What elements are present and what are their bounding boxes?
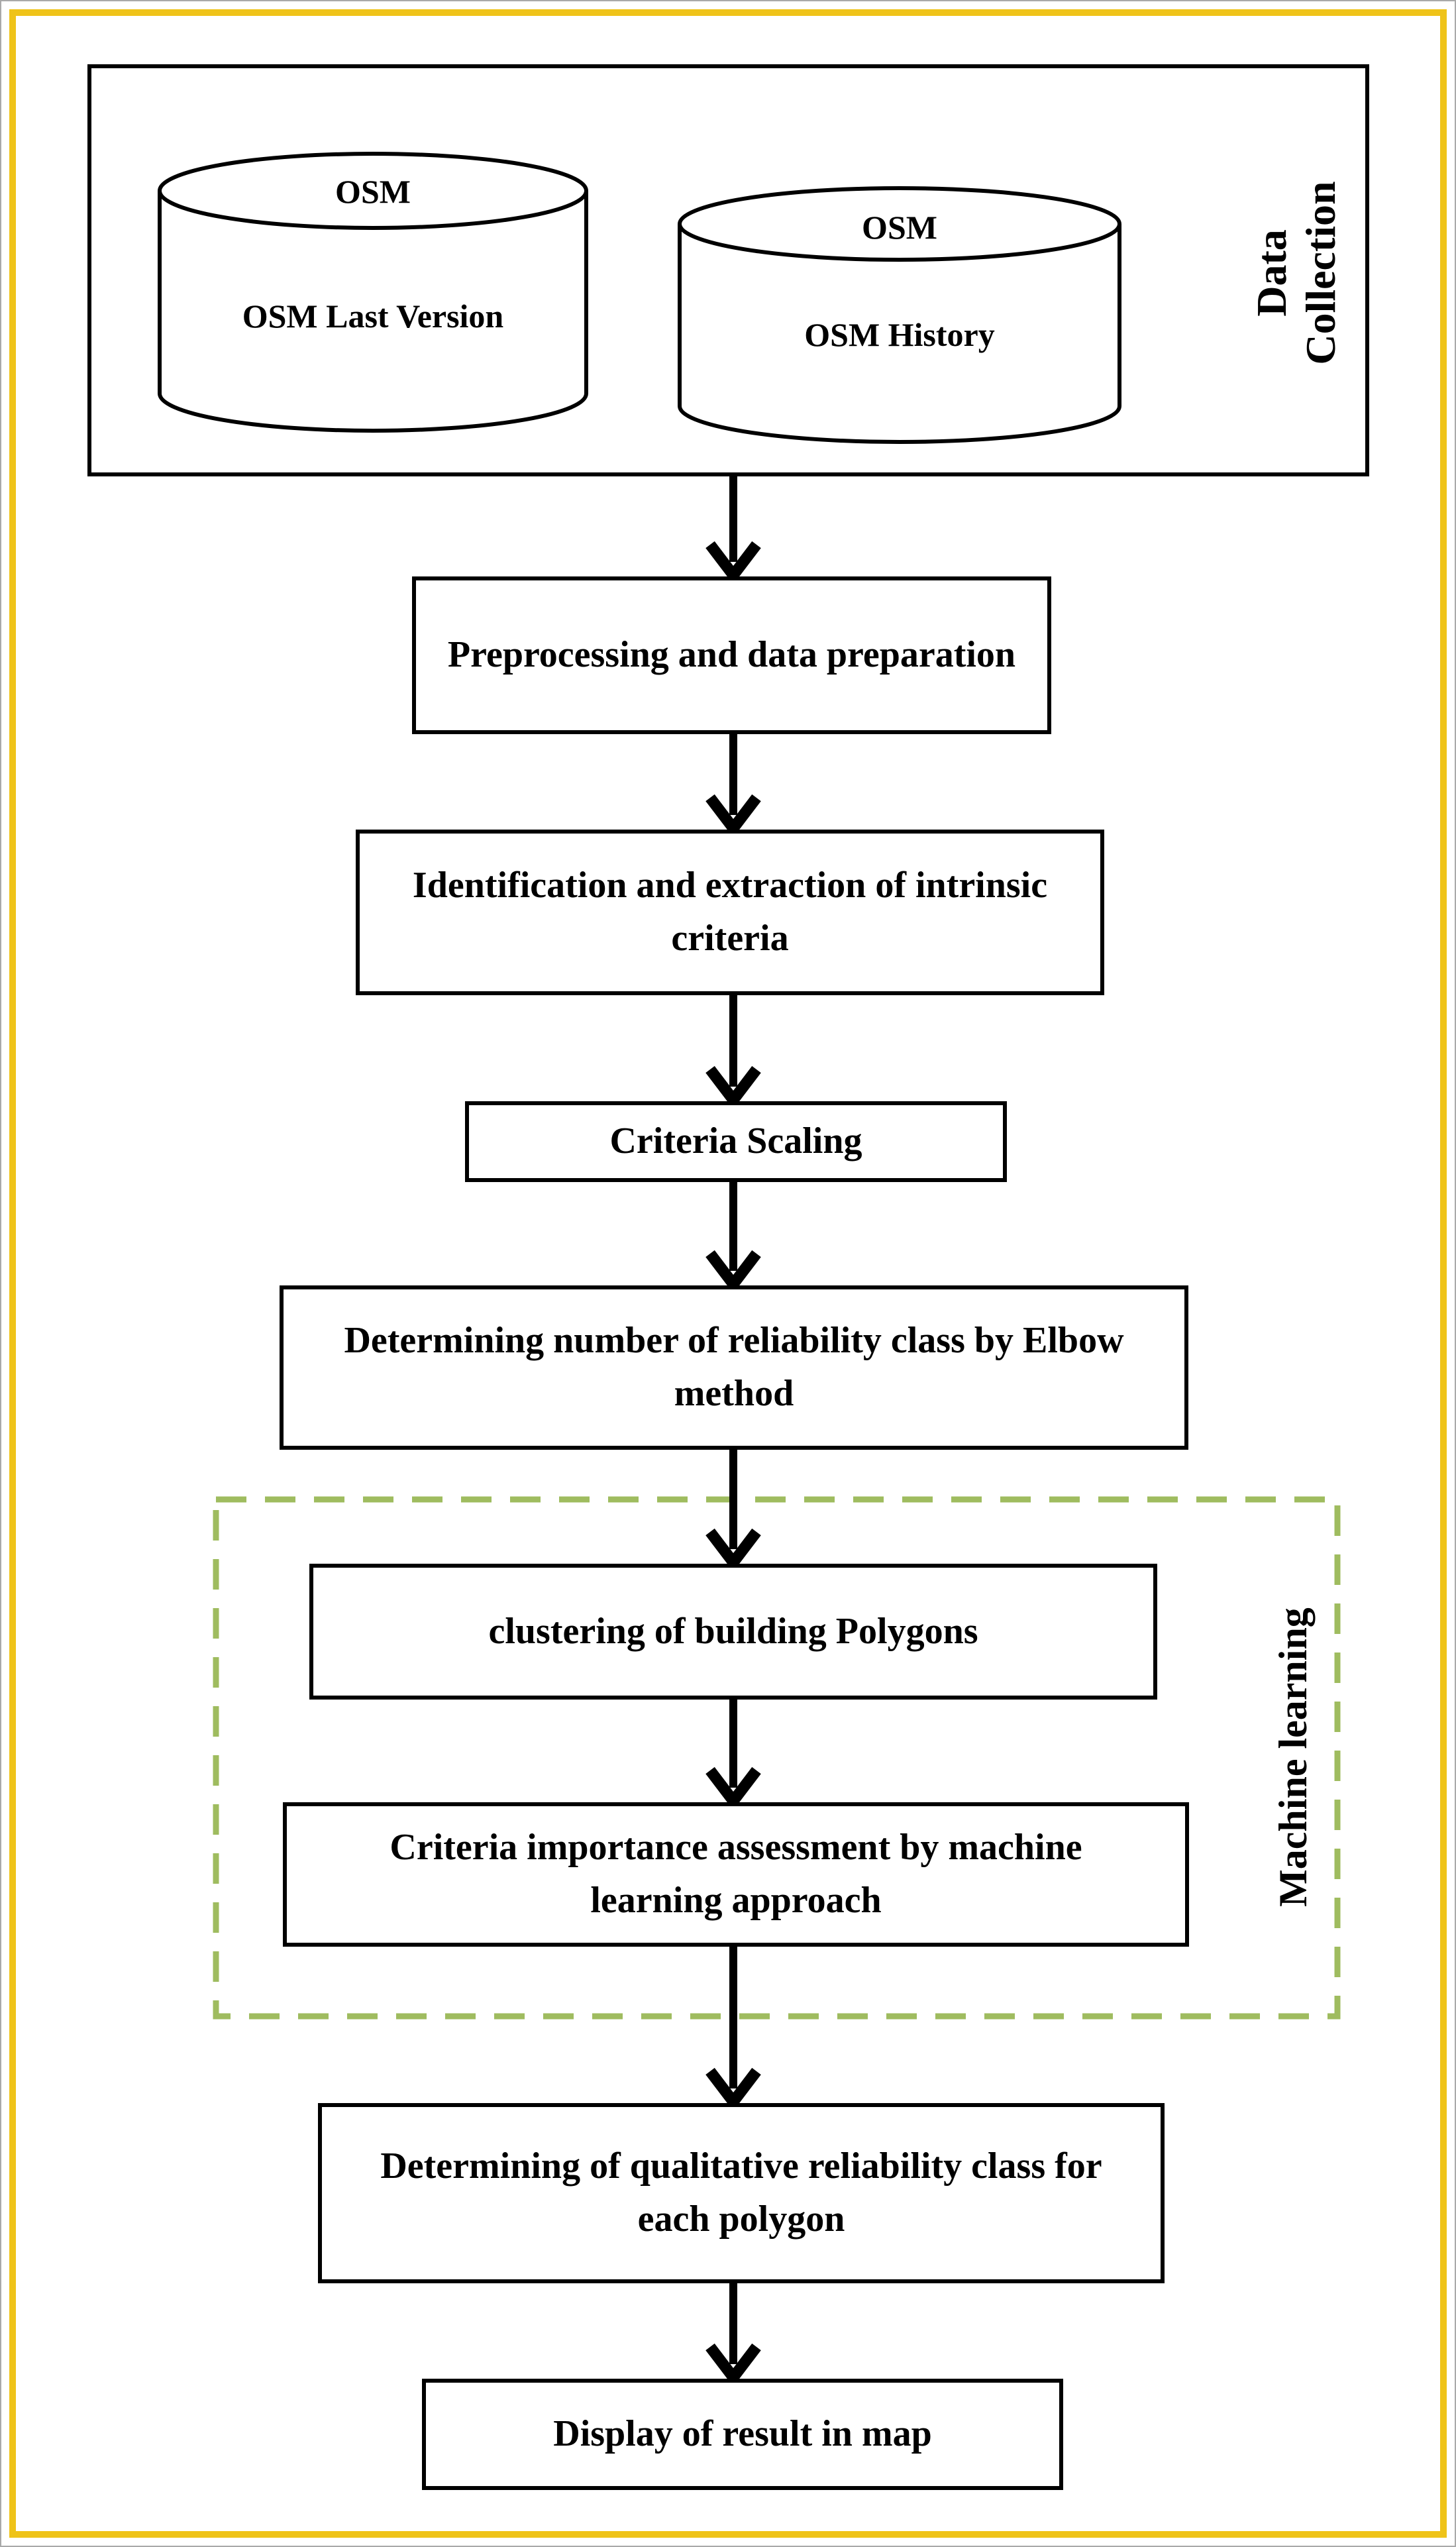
- database-name: OSM: [335, 173, 411, 210]
- step-criteria-importance: [283, 1802, 1189, 1947]
- down-arrow-icon: [703, 1945, 763, 2106]
- database-description: OSM Last Version: [242, 298, 504, 335]
- down-arrow-icon: [703, 1698, 763, 1805]
- data-collection-box: [87, 64, 1369, 476]
- step-label: Preprocessing and data preparation: [447, 634, 1016, 676]
- step-display-result: [422, 2379, 1063, 2490]
- down-arrow-icon: [703, 2281, 763, 2381]
- down-arrow-icon: [703, 1180, 763, 1288]
- step-criteria-scaling: [465, 1101, 1007, 1182]
- osm-last-version-database: [154, 150, 592, 435]
- osm-history-database: [674, 184, 1125, 446]
- step-elbow-method: [280, 1285, 1188, 1450]
- step-identification: [356, 830, 1104, 995]
- step-label: clustering of building Polygons: [488, 1610, 978, 1652]
- step-label: Criteria importance assessment by machine learning approach: [390, 1827, 1082, 1921]
- down-arrow-icon: [703, 732, 763, 832]
- step-clustering: [309, 1564, 1157, 1700]
- down-arrow-icon: [703, 1448, 763, 1566]
- step-label: Display of result in map: [553, 2413, 932, 2455]
- down-arrow-icon: [703, 474, 763, 579]
- down-arrow-icon: [703, 993, 763, 1104]
- machine-learning-label: Machine learning: [1271, 1607, 1315, 1907]
- database-description: OSM History: [804, 316, 995, 353]
- database-name: OSM: [862, 209, 937, 246]
- step-label: Determining number of reliability class by Elbow method: [344, 1320, 1124, 1414]
- step-qualitative-class: [318, 2103, 1165, 2283]
- step-label: Criteria Scaling: [609, 1120, 862, 1162]
- data-collection-label: Data Collection: [1248, 181, 1344, 365]
- step-label: Identification and extraction of intrinsic criteria: [412, 865, 1048, 959]
- step-preprocessing: [412, 576, 1051, 734]
- step-label: Determining of qualitative reliability class for each polygon: [380, 2145, 1102, 2240]
